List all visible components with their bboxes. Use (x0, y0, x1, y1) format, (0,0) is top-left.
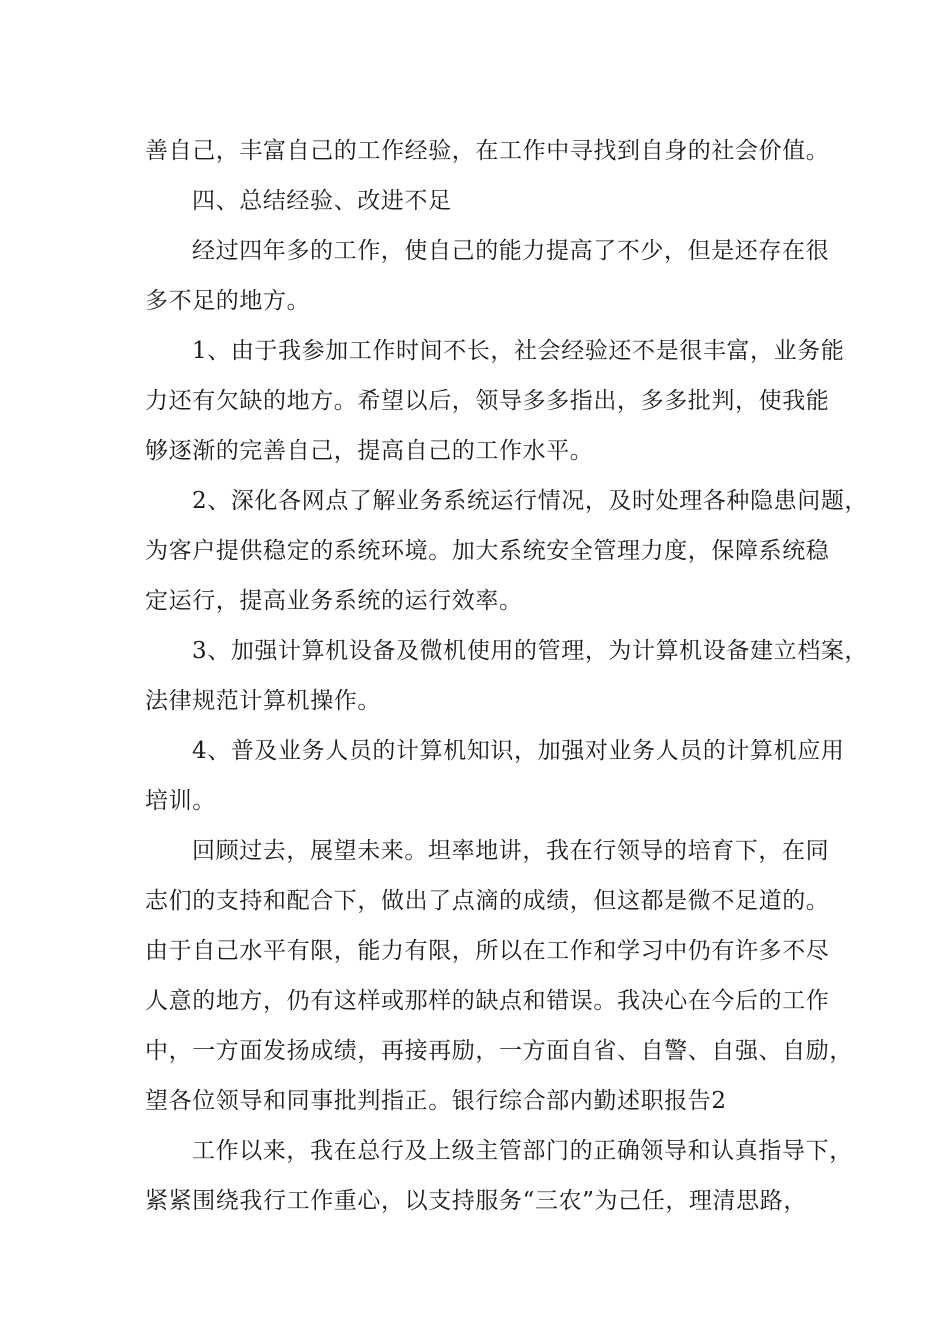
text-line: 由于自己水平有限，能力有限，所以在工作和学习中仍有许多不尽 (145, 938, 830, 964)
text-line: 回顾过去，展望未来。坦率地讲，我在行领导的培育下，在同 (192, 838, 830, 864)
text-line: 为客户提供稳定的系统环境。加大系统安全管理力度，保障系统稳 (145, 538, 830, 564)
text-line: 培训。 (145, 788, 216, 814)
list-item-line: 1、由于我参加工作时间不长，社会经验还不是很丰富，业务能 (192, 338, 845, 364)
text-line: 人意的地方，仍有这样或那样的缺点和错误。我决心在今后的工作 (145, 988, 830, 1014)
section-heading: 四、总结经验、改进不足 (192, 188, 452, 214)
text-line: 法律规范计算机操作。 (145, 688, 381, 714)
text-line: 望各位领导和同事批判指正。银行综合部内勤述职报告2 (145, 1088, 727, 1114)
list-item-line: 4、普及业务人员的计算机知识，加强对业务人员的计算机应用 (192, 738, 845, 764)
text-line: 中，一方面发扬成绩，再接再励，一方面自省、自警、自强、自励， (145, 1038, 853, 1064)
list-item-line: 2、深化各网点了解业务系统运行情况，及时处理各种隐患问题， (192, 488, 869, 514)
text-line: 够逐渐的完善自己，提高自己的工作水平。 (145, 438, 594, 464)
text-line: 力还有欠缺的地方。希望以后，领导多多指出，多多批判，使我能 (145, 388, 830, 414)
text-line: 工作以来，我在总行及上级主管部门的正确领导和认真指导下， (192, 1138, 853, 1164)
text-line: 定运行，提高业务系统的运行效率。 (145, 588, 523, 614)
text-line: 志们的支持和配合下，做出了点滴的成绩，但这都是微不足道的。 (145, 888, 830, 914)
text-line: 经过四年多的工作，使自己的能力提高了不少，但是还存在很 (192, 238, 830, 264)
list-item-line: 3、加强计算机设备及微机使用的管理，为计算机设备建立档案， (192, 638, 869, 664)
text-line: 多不足的地方。 (145, 288, 311, 314)
text-line: 善自己，丰富自己的工作经验，在工作中寻找到自身的社会价值。 (145, 138, 830, 164)
text-line: 紧紧围绕我行工作重心，以支持服务“三农”为己任，理清思路， (145, 1188, 807, 1214)
